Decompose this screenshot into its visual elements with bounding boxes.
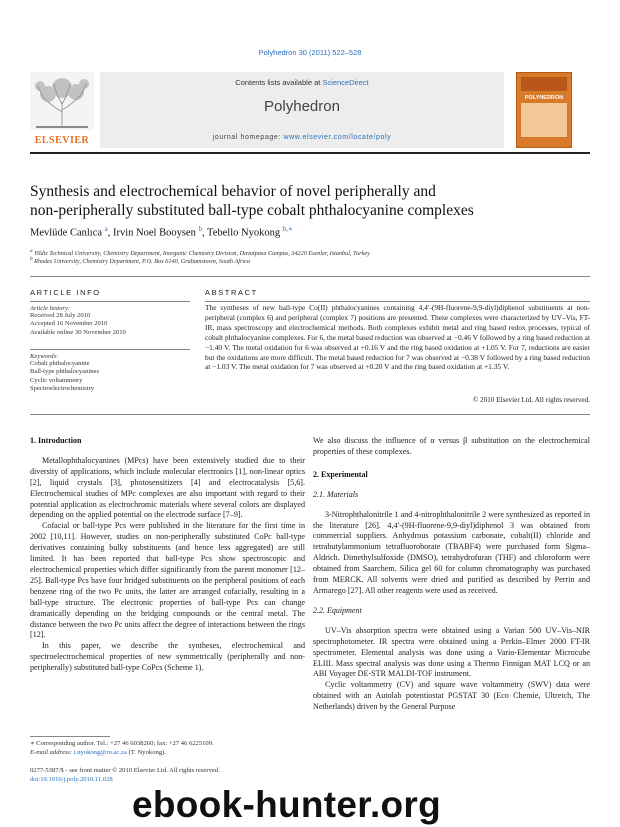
equipment-heading: 2.2. Equipment xyxy=(313,605,362,615)
keyword: Cobalt phthalocyanine xyxy=(30,360,90,367)
contents-line xyxy=(100,78,504,87)
article-title xyxy=(30,182,590,220)
author-name: Tebello Nyokong xyxy=(207,227,281,239)
homepage-link[interactable]: www.elsevier.com/locate/poly xyxy=(283,134,392,141)
sciencedirect-link[interactable]: ScienceDirect xyxy=(322,78,369,87)
contents-prefix: Contents lists available at xyxy=(235,78,323,87)
corresponding-author: ∗ Corresponding author. Tel.: +27 46 6038260; fax: +27 46 6225109. xyxy=(30,740,214,747)
issn-line: 0277-5387/$ - see front matter © 2010 Elsevier Ltd. All rights reserved. xyxy=(30,767,220,774)
watermark-text: ebook-hunter.org xyxy=(132,784,442,825)
email-label: E-mail address: xyxy=(30,748,74,756)
affiliation-text: Yildiz Technical University, Chemistry Department, Inorganic Chemistry Division, Davutpasa Campus, 34220 Esenler, Istanbul, Turkey xyxy=(34,250,370,258)
title-line-1: Synthesis and electrochemical behavior of novel peripherally and xyxy=(30,183,436,200)
keywords-divider xyxy=(30,349,190,350)
abstract-divider xyxy=(205,301,590,302)
keywords xyxy=(30,353,195,393)
footnote-divider xyxy=(30,736,110,737)
journal-cover-image xyxy=(516,72,572,148)
email-suffix: (T. Nyokong). xyxy=(126,748,166,756)
journal-citation[interactable]: Polyhedron 30 (2011) 522–528 xyxy=(258,48,362,57)
article-info-heading: ARTICLE INFO xyxy=(30,288,101,297)
intro-paragraph: In this paper, we describe the syntheses, electrochemical and spectroelectrochemical properties of new symmetrically (peripherally and non-peripherally) substituted ball-type CoPcs (Scheme 1). xyxy=(30,641,305,673)
article-history xyxy=(30,305,195,337)
journal-name: Polyhedron xyxy=(264,98,340,115)
keyword: Spectroelectrochemistry xyxy=(30,384,95,392)
author-affil-link[interactable]: a xyxy=(104,225,108,233)
keywords-label: Keywords: xyxy=(30,353,59,360)
materials-paragraph: 3-Nitrophthalonitrile 1 and 4-nitrophthalonitrile 2 were synthesized as reported in the literature [26]. 4,4′-(9H-fluorene-9,9-diyl)diphenol 3 was obtained from commercial suppliers. Anhydrous potassium carbonate, cobalt(II) chloride and tetrabutylammonium tetrafluoroborate (TBABF4) were purchased form Sigma–Aldrich. Dimethylsulfoxide (DMSO), tetrahydrofuran (THF) and chloroform were obtained from Saarchem. Silica gel 60 for column chromatography was purchased from MERCK. All solvents were dried and purified as described by Perrin and Armarego [27]. All other reagents were used as received. xyxy=(313,509,590,595)
author-separator: , xyxy=(107,227,114,239)
homepage-prefix: journal homepage: xyxy=(212,134,284,141)
affiliation-marker: a xyxy=(30,248,33,254)
right-continuation: We also discuss the influence of α versus β substitution on the electrochemical properties of these complexes. xyxy=(313,436,590,456)
history-online: Available online 30 November 2010 xyxy=(30,328,126,336)
footnote xyxy=(30,740,310,757)
journal-homepage xyxy=(100,134,504,141)
intro-paragraph: Metallophthalocyanines (MPcs) have been extensively studied due to their diversity of applications, which include molecular electronics [1], non-linear optics [2], liquid crystals [3], photosensitizers [4] and electrocatalysis [5,6]. Electrochemical studies of MPc complexes are also important with regard to their potential application as electrochromic materials where several colors are displayed depending on the applied potential on the electrode surface [7–9]. xyxy=(30,455,305,520)
email-link[interactable]: t.nyokong@ru.ac.za xyxy=(73,748,127,756)
abstract-heading: ABSTRACT xyxy=(205,288,258,297)
keyword: Cyclic voltammetry xyxy=(30,376,83,384)
elsevier-wordmark: ELSEVIER xyxy=(34,135,90,146)
left-column xyxy=(30,436,305,674)
affiliation-marker: b xyxy=(30,256,33,262)
cover-top-band xyxy=(521,77,567,91)
author-name: Mevlüde Canlıca xyxy=(30,227,103,239)
equipment-paragraph: Cyclic voltammetry (CV) and square wave voltammetry (SWV) data were obtained with an Autolab potentiostat PGSTAT 30 (Eco Chemie, Ultretch, The Netherlands) driven by the General Purpose xyxy=(313,680,590,712)
history-accepted: Accepted 16 November 2010 xyxy=(30,320,108,328)
abstract-text: The syntheses of new ball-type Co(II) phthalocyanines containing 4,4′-(9H-fluorene-9,9-diyl)diphenol substituents at non-peripheral (complex 6) and peripheral (complex 7) positions are presented. These complexes were characterized by UV–Vis, FT-IR, mass spectroscopy and electrochemical methods. Both complexes exhibit metal and ring based redox processes, typical of cobalt phthalocyanine complexes. For 6, the metal based reduction was observed at −0.46 V followed by a ring based reduction at −1.40 V. The metal oxidation for 6 was observed at +0.16 V and the ring based oxidation at +1.05 V. For 7, reductions are easier but the oxidations are more difficult. The metal based reduction for 7 was observed at −0.38 V followed by a ring based reduction at −1.03 V. The metal oxidation for 7 was observed at +0.20 V and the ring based oxidation at +1.35 V. xyxy=(205,303,590,372)
author-affil-link[interactable]: b,∗ xyxy=(282,225,293,233)
history-received: Received 28 July 2010 xyxy=(30,312,91,319)
author-name: Irvin Noel Booysen xyxy=(113,227,196,239)
doi-link[interactable]: doi:10.1016/j.poly.2010.11.028 xyxy=(30,775,113,783)
author-list xyxy=(30,225,590,239)
materials-heading: 2.1. Materials xyxy=(313,489,359,499)
affiliation-divider xyxy=(30,276,590,277)
elsevier-tree-icon xyxy=(30,72,94,130)
experimental-heading: 2. Experimental xyxy=(313,469,368,479)
history-label: Article history: xyxy=(30,305,71,312)
affiliation xyxy=(30,256,590,265)
author-affil-link[interactable]: b xyxy=(198,225,202,233)
intro-paragraph: Cofacial or ball-type Pcs were published in the literature for the first time in 2002 [10,11]. However, studies on non-peripherally substituted CoPc ball-type derivatives containing bulky substituents (and hence less aggregated) are still limited. It has been reported that ball-type Pcs show spectroscopic and electrochemical properties which differ significantly from the parent monomer [12–25]. Ball-type Pcs have four bridged substituents on the peripheral positions of each benzene ring of the two Pc units, the latter are arranged cofacially, resulting in a ball-type structure. The electronic properties of ball-type Pcs can change dramatically depending on the bridging compounds or the central metal. The distance between the two Pc units affect the degree of interactions between the rings [12]. xyxy=(30,521,305,640)
affiliation-text: Rhodes University, Chemistry Department, P.O. Box 6140, Grahamstown, South Africa xyxy=(34,258,250,266)
email-line xyxy=(30,749,310,758)
front-matter xyxy=(30,767,310,784)
abstract-copyright: © 2010 Elsevier Ltd. All rights reserved. xyxy=(472,396,590,404)
header-divider xyxy=(30,152,590,154)
keyword: Ball-type phthalocyanines xyxy=(30,368,100,376)
elsevier-logo xyxy=(30,72,94,144)
abstract-bottom-divider xyxy=(30,414,590,415)
title-line-2: non-peripherally substituted ball-type cobalt phthalocyanine complexes xyxy=(30,202,474,219)
cover-title: POLYHEDRON xyxy=(524,95,564,101)
author-separator: , xyxy=(201,227,208,239)
equipment-paragraph: UV–Vis absorption spectra were obtained using a Varian 500 UV–Vis–NIR spectrophotometer. IR spectra were obtained using a Perkin–Elmer 2000 FT-IR spectrometer. Elemental analysis was done using a Vario-Elementar Microcube ELIII. Mass spectral analysis was done using a Thermo Finnigan MAT LCQ or an ABI Voyager DE-STR MALDI-TOF instrument. xyxy=(313,625,590,679)
right-column xyxy=(313,436,590,713)
cover-art xyxy=(521,103,567,137)
intro-heading: 1. Introduction xyxy=(30,436,82,445)
article-info-divider xyxy=(30,301,190,302)
